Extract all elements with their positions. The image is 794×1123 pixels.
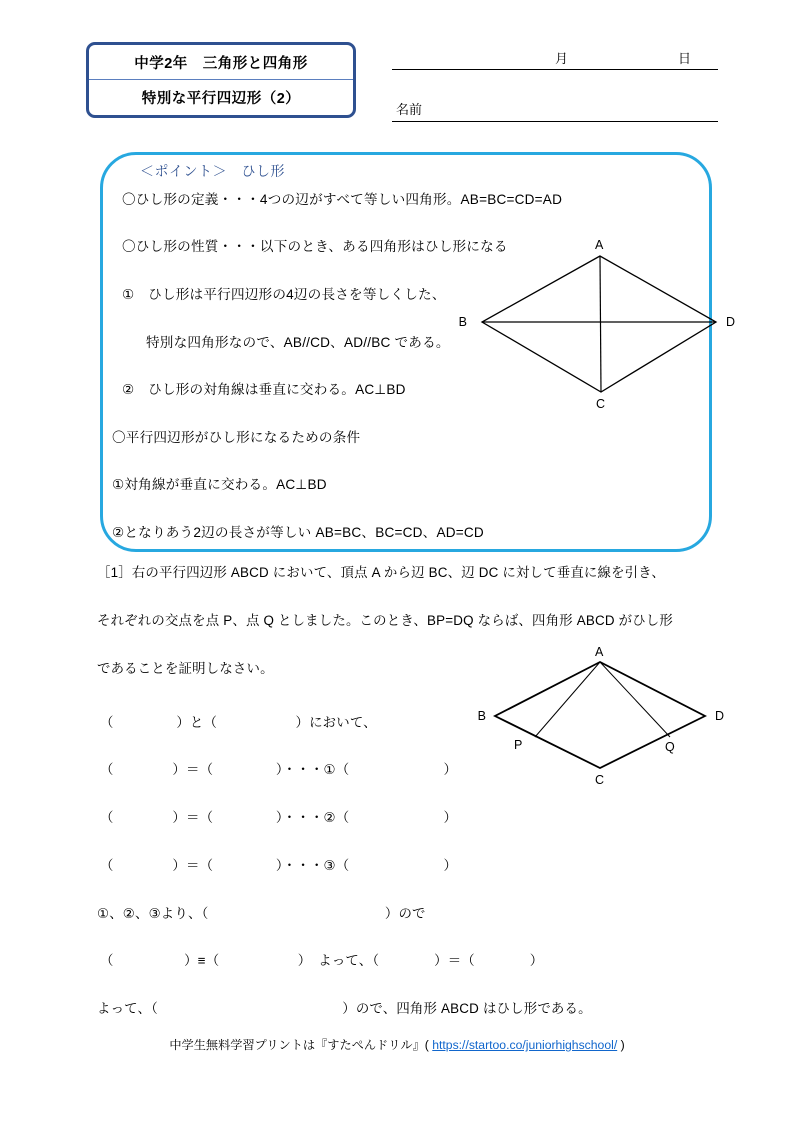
title-box bbox=[86, 42, 356, 118]
point-line-1: ① ひし形は平行四辺形の4辺の長さを等しくした、 bbox=[122, 287, 446, 302]
worksheet-title-text: 特別な平行四辺形（2） bbox=[141, 91, 301, 107]
rhombus-diagram bbox=[458, 238, 736, 411]
problem-line-1: ［1］右の平行四辺形 ABCD において、頂点 A から辺 BC、辺 DC に対して垂直に線を引き、 bbox=[97, 565, 665, 580]
title-row-grade bbox=[89, 45, 353, 80]
name-write-line[interactable] bbox=[392, 120, 718, 122]
pg-vertex-label-b: B bbox=[477, 709, 486, 723]
problem-line-2: それぞれの交点を点 P、点 Q としました。このとき、BP=DQ ならば、四角形 ABCD がひし形 bbox=[97, 613, 673, 628]
answer-blank-line-4[interactable]: （ ）＝（ ）・・・③（ ） bbox=[100, 858, 458, 873]
rhombus-diagonal-ac bbox=[600, 256, 601, 392]
rhombus-vertex-label-b: B bbox=[458, 315, 467, 329]
pg-vertex-label-d: D bbox=[715, 709, 725, 723]
answer-blank-line-5[interactable]: ①、②、③より、（ ）ので bbox=[97, 906, 426, 921]
answer-blank-line-6[interactable]: （ ）≡（ ） よって、（ ）＝（ ） bbox=[100, 953, 544, 968]
point-line-condition-1: ①対角線が垂直に交わる。AC⊥BD bbox=[112, 477, 327, 492]
point-line-1-cont: 特別な四角形なので、AB//CD、AD//BC である。 bbox=[146, 335, 450, 350]
answer-blank-line-2[interactable]: （ ）＝（ ）・・・①（ ） bbox=[100, 762, 458, 777]
point-line-2: ② ひし形の対角線は垂直に交わる。AC⊥BD bbox=[122, 382, 406, 397]
month-label: 月 bbox=[555, 51, 569, 66]
pg-vertex-label-c: C bbox=[595, 773, 605, 787]
problem-line-3: であることを証明しなさい。 bbox=[97, 661, 274, 676]
rhombus-vertex-label-c: C bbox=[596, 397, 606, 411]
point-line-conditions: 〇平行四辺形がひし形になるための条件 bbox=[112, 430, 361, 445]
date-write-line[interactable] bbox=[392, 68, 718, 70]
pg-point-label-q: Q bbox=[665, 740, 675, 754]
point-heading: ＜ポイント＞ ひし形 bbox=[140, 163, 285, 179]
pg-point-label-p: P bbox=[514, 738, 523, 752]
answer-blank-line-3[interactable]: （ ）＝（ ）・・・②（ ） bbox=[100, 810, 458, 825]
footer-url-link[interactable]: https://startoo.co/juniorhighschool/ bbox=[432, 1038, 618, 1052]
name-label: 名前 bbox=[396, 102, 423, 117]
title-row-topic bbox=[89, 80, 353, 115]
segment-aq bbox=[600, 662, 670, 737]
pg-vertex-label-a: A bbox=[595, 645, 604, 659]
footer-text-after: ) bbox=[617, 1038, 625, 1052]
point-line-definition: 〇ひし形の定義・・・4つの辺がすべて等しい四角形。AB=BC=CD=AD bbox=[122, 192, 563, 207]
answer-blank-line-7[interactable]: よって、（ ）ので、四角形 ABCD はひし形である。 bbox=[97, 1001, 592, 1016]
footer-text-before: 中学生無料学習プリントは『すたぺんドリル』( bbox=[169, 1038, 433, 1052]
answer-blank-line-1[interactable]: （ ）と（ ）において、 bbox=[100, 715, 377, 730]
point-line-condition-2: ②となりあう2辺の長さが等しい AB=BC、BC=CD、AD=CD bbox=[112, 525, 484, 540]
parallelogram-diagram bbox=[477, 645, 725, 790]
rhombus-vertex-label-d: D bbox=[726, 315, 736, 329]
day-label: 日 bbox=[678, 51, 692, 66]
point-line-property: 〇ひし形の性質・・・以下のとき、ある四角形はひし形になる bbox=[122, 239, 508, 254]
rhombus-vertex-label-a: A bbox=[595, 238, 604, 252]
grade-subject-text: 中学2年 三角形と四角形 bbox=[134, 55, 308, 72]
segment-ap bbox=[535, 662, 600, 737]
footer bbox=[0, 1036, 794, 1053]
rhombus-outline bbox=[482, 256, 716, 392]
